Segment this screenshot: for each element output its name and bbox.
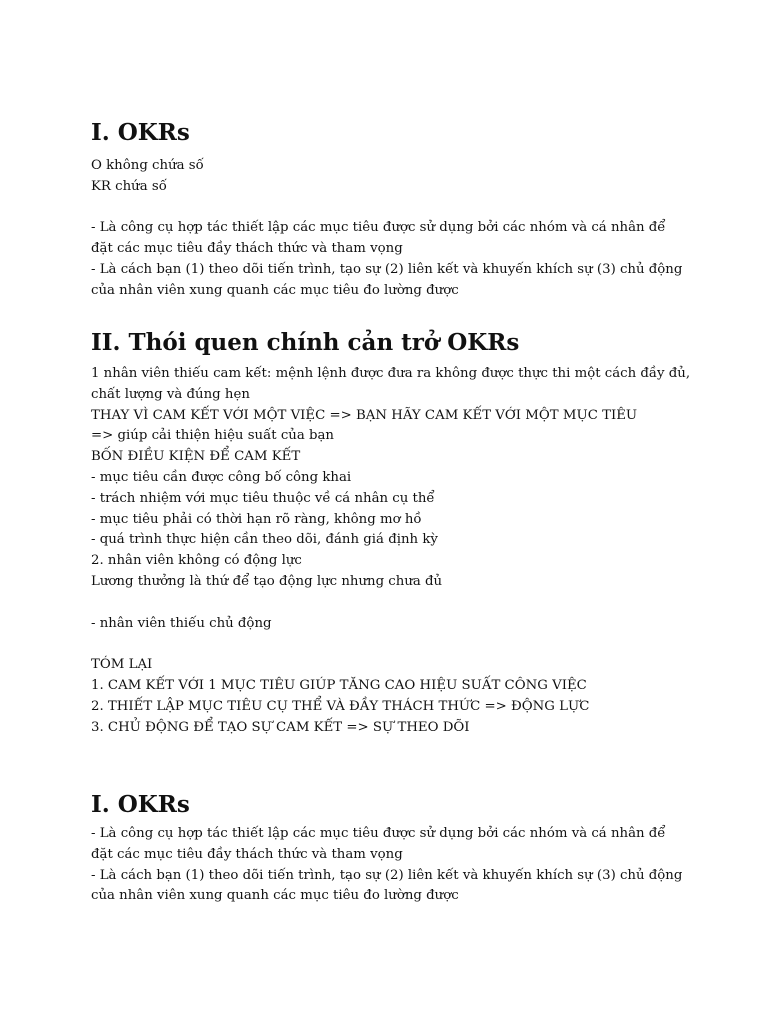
text-line: 3. CHỦ ĐỘNG ĐỂ TẠO SỰ CAM KẾT => SỰ THEO DÕI bbox=[91, 719, 470, 735]
text-line: - Là công cụ hợp tác thiết lập các mục tiêu được sử dụng bởi các nhóm và cá nhân để đặt các mục tiêu đầy thách thức và tham vọng bbox=[91, 220, 666, 257]
blank-line bbox=[91, 593, 691, 614]
text-line: O không chứa số bbox=[91, 158, 204, 173]
section-okrs-repeat bbox=[91, 790, 691, 907]
text-line: 1. CAM KẾT VỚI 1 MỤC TIÊU GIÚP TĂNG CAO HIỆU SUẤT CÔNG VIỆC bbox=[91, 677, 587, 693]
text-line: - nhân viên thiếu chủ động bbox=[91, 615, 272, 631]
section-okrs bbox=[91, 118, 691, 302]
text-line: => giúp cải thiện hiệu suất của bạn bbox=[91, 428, 334, 444]
text-line: - mục tiêu cần được công bố công khai bbox=[91, 469, 352, 485]
text-line: TÓM LẠI bbox=[91, 657, 153, 673]
section-heading: I. OKRs bbox=[91, 791, 190, 818]
section-body bbox=[91, 156, 691, 302]
section-habits bbox=[91, 328, 691, 738]
text-line: Lương thưởng là thứ để tạo động lực nhưng chưa đủ bbox=[91, 573, 443, 589]
text-line: - quá trình thực hiện cần theo dõi, đánh giá định kỳ bbox=[91, 532, 438, 548]
text-line: - trách nhiệm với mục tiêu thuộc về cá nhân cụ thể bbox=[91, 490, 435, 506]
text-line: KR chứa số bbox=[91, 178, 167, 194]
section-body bbox=[91, 364, 691, 738]
text-line: 2. nhân viên không có động lực bbox=[91, 553, 302, 569]
section-heading: I. OKRs bbox=[91, 119, 190, 146]
text-line: THAY VÌ CAM KẾT VỚI MỘT VIỆC => BẠN HÃY CAM KẾT VỚI MỘT MỤC TIÊU bbox=[91, 407, 638, 423]
blank-line bbox=[91, 634, 691, 655]
section-body bbox=[91, 824, 691, 907]
text-line: 2. THIẾT LẬP MỤC TIÊU CỤ THỂ VÀ ĐẦY THÁCH THỨC => ĐỘNG LỰC bbox=[91, 698, 590, 714]
text-line: - mục tiêu phải có thời hạn rõ ràng, không mơ hồ bbox=[91, 511, 422, 527]
text-line: - Là cách bạn (1) theo dõi tiến trình, tạo sự (2) liên kết và khuyến khích sự (3) chủ động của nhân viên xung quanh các mục tiêu đo lường được bbox=[91, 261, 683, 298]
text-line: - Là công cụ hợp tác thiết lập các mục tiêu được sử dụng bởi các nhóm và cá nhân để đặt các mục tiêu đầy thách thức và tham vọng bbox=[91, 826, 666, 862]
text-line: - Là cách bạn (1) theo dõi tiến trình, tạo sự (2) liên kết và khuyến khích sự (3) chủ động của nhân viên xung quanh các mục tiêu đo lường được bbox=[91, 867, 683, 904]
section-heading: II. Thói quen chính cản trở OKRs bbox=[91, 329, 520, 356]
text-line: BỐN ĐIỀU KIỆN ĐỂ CAM KẾT bbox=[91, 449, 301, 465]
blank-line bbox=[91, 198, 691, 219]
text-line: 1 nhân viên thiếu cam kết: mệnh lệnh được đưa ra không được thực thi một cách đầy đủ, chất lượng và đúng hẹn bbox=[91, 366, 691, 402]
